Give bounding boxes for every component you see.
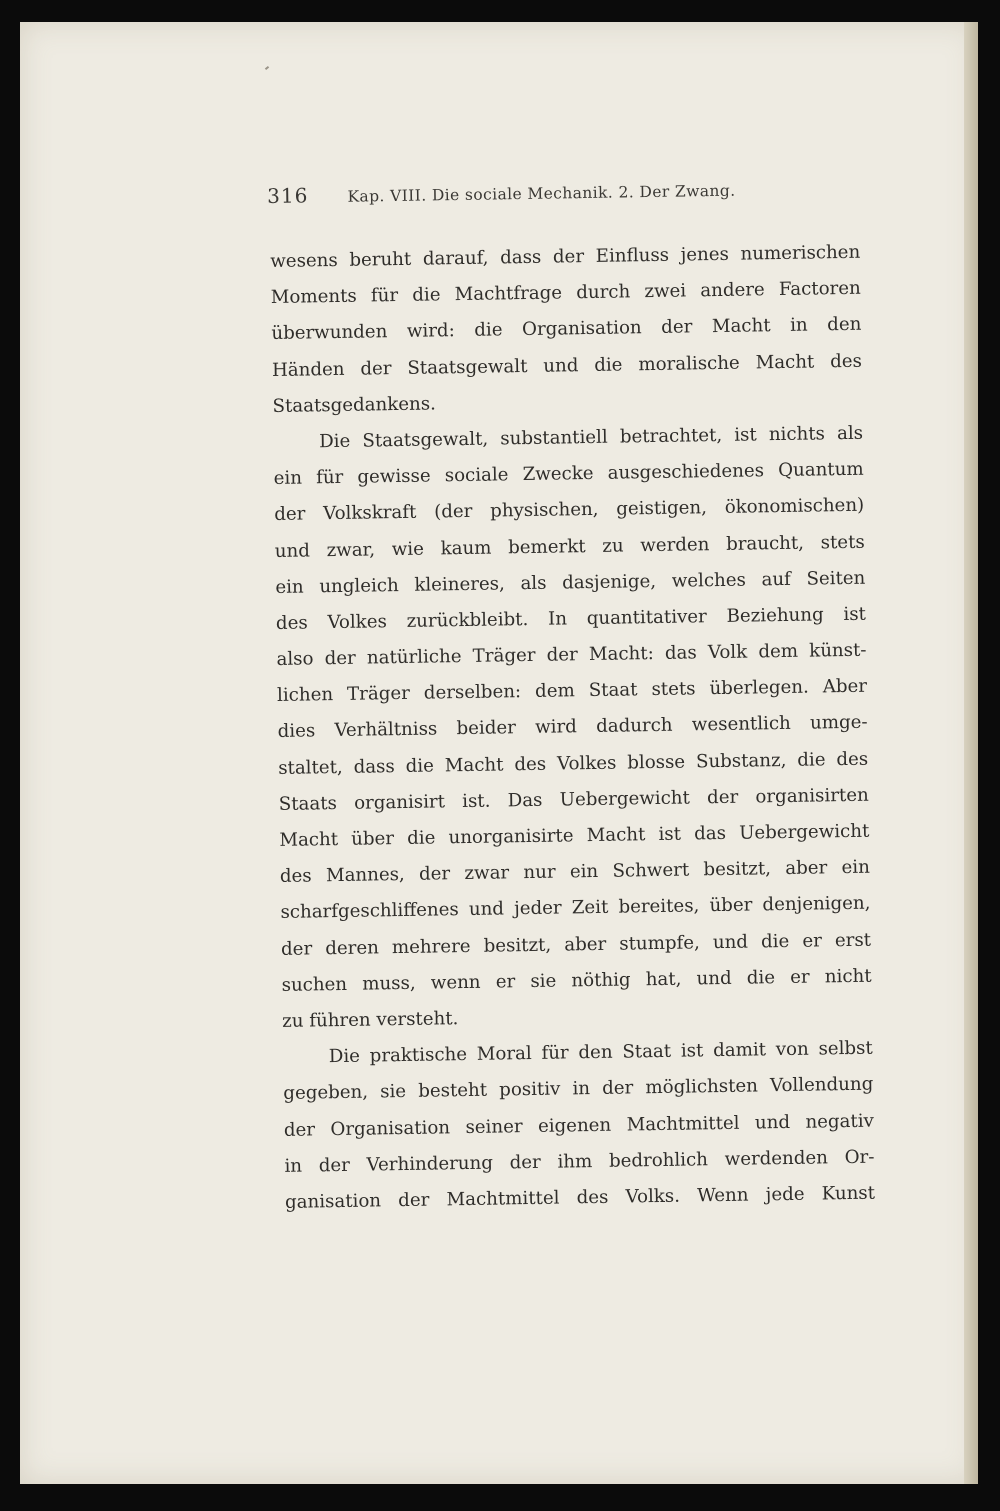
text-line: Die praktische Moral für den Staat ist damit von selbst	[328, 1037, 873, 1068]
text-line: staltet, dass die Macht des Volkes blosse Substanz, die des	[278, 748, 869, 779]
ink-mark	[265, 66, 269, 70]
body-text	[270, 235, 875, 1221]
text-line: dies Verhältniss beider wird dadurch wesentlich umge-	[277, 712, 868, 743]
text-line: Moments für die Machtfrage durch zwei andere Factoren	[270, 277, 861, 309]
text-line: des Volkes zurückbleibt. In quantitativer Beziehung ist	[275, 603, 867, 634]
page-spine-edge	[964, 22, 978, 1484]
text-line: wesens beruht darauf, dass der Einfluss jenes numerischen	[270, 241, 861, 272]
text-line: ein für gewisse sociale Zwecke ausgeschiedenes Quantum	[273, 458, 864, 490]
text-line: überwunden wird: die Organisation der Macht in den	[271, 314, 862, 345]
text-line: Macht über die unorganisirte Macht ist das Uebergewicht	[279, 820, 870, 851]
text-line: lichen Träger derselben: dem Staat stets überlegen. Aber	[276, 675, 868, 707]
page-number: 316	[267, 183, 309, 208]
text-line: ganisation der Machtmittel des Volks. Wenn jede Kunst	[284, 1182, 876, 1213]
book-page	[20, 22, 978, 1484]
text-line: Die Staatsgewalt, substantiell betrachtet, ist nichts als	[318, 422, 864, 453]
text-line: zu führen versteht.	[282, 1008, 459, 1032]
text-line: der deren mehrere besitzt, aber stumpfe, und die er erst	[280, 929, 872, 960]
text-line: ein ungleich kleineres, als dasjenige, welches auf Seiten	[275, 567, 866, 598]
text-line: in der Verhinderung der ihm bedrohlich werdenden Or-	[284, 1146, 875, 1177]
text-line: Händen der Staatsgewalt und die moralische Macht des	[271, 350, 863, 381]
text-line: der Volkskraft (der physischen, geistigen, ökonomischen)	[274, 495, 865, 526]
page-header	[267, 175, 867, 208]
text-line: scharfgeschliffenes und jeder Zeit bereites, über denjenigen,	[280, 893, 871, 924]
text-line: der Organisation seiner eigenen Machtmittel und negativ	[283, 1110, 875, 1141]
text-line: also der natürliche Träger der Macht: das Volk dem künst-	[276, 639, 867, 671]
text-line: suchen muss, wenn er sie nöthig hat, und die er nicht	[281, 965, 872, 996]
text-line: gegeben, sie besteht positiv in der möglichsten Vollendung	[283, 1073, 874, 1105]
text-line: Staatsgedankens.	[272, 393, 437, 417]
text-line: und zwar, wie kaum bemerkt zu werden braucht, stets	[274, 531, 865, 562]
running-head: Kap. VIII. Die sociale Mechanik. 2. Der Zwang.	[347, 181, 736, 206]
text-line: Staats organisirt ist. Das Uebergewicht der organisirten	[278, 784, 869, 815]
text-line: des Mannes, der zwar nur ein Schwert besitzt, aber ein	[279, 856, 871, 888]
